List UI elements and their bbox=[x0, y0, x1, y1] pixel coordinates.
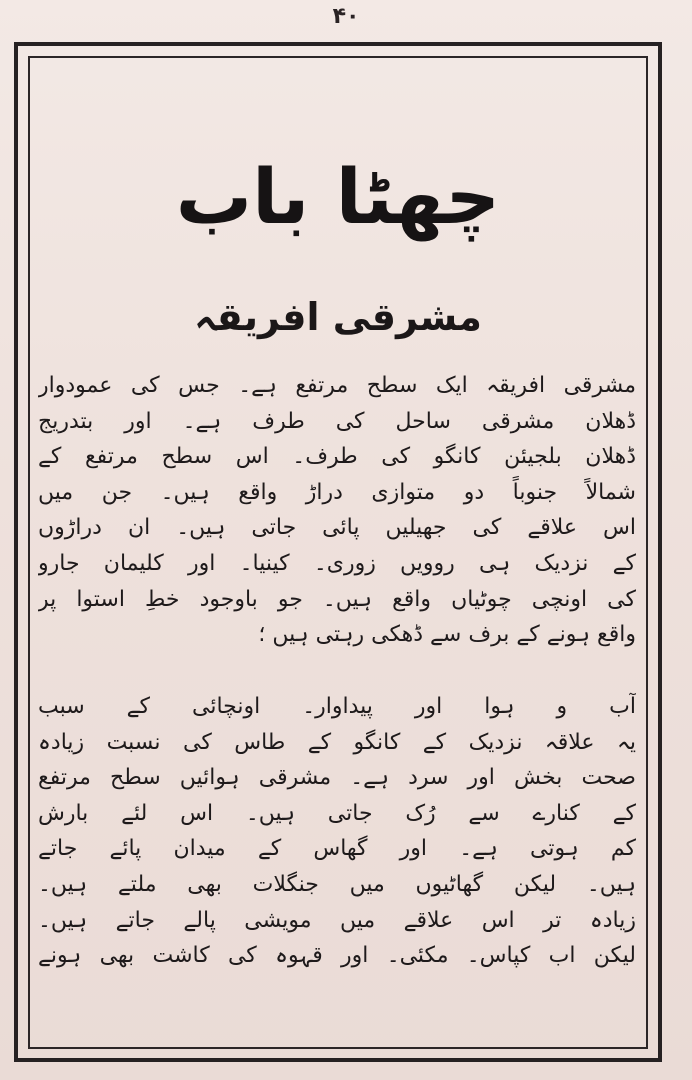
chapter-title: چھٹا باب bbox=[175, 152, 501, 241]
page-content bbox=[34, 62, 642, 1044]
text-line: کے نزدیک ہی روویں زوری۔ کینیا۔ اور کلیمان جارو bbox=[38, 550, 636, 576]
text-line: اس علاقے کی جھیلیں پائی جاتی ہیں۔ ان دراڑوں bbox=[38, 515, 636, 541]
page-number: ۴۰ bbox=[332, 4, 360, 29]
text-line: کی اونچی چوٹیاں واقع ہیں۔ جو باوجود خطِ استوا پر bbox=[38, 586, 636, 612]
text-line: یہ علاقہ نزدیک کے کانگو کے طاس کی نسبت زیادہ bbox=[38, 729, 636, 755]
text-line: کم ہوتی ہے۔ اور گھاس کے میدان پائے جاتے bbox=[38, 836, 636, 862]
text-line: مشرقی افریقہ ایک سطح مرتفع ہے۔ جس کی عمودوار bbox=[38, 373, 636, 398]
text-line: کے کنارے سے رُک جاتی ہیں۔ اس لئے بارش bbox=[38, 800, 636, 826]
text-line: ہیں۔ لیکن گھاٹیوں میں جنگلات بھی ملتے ہیں۔ bbox=[38, 871, 636, 897]
chapter-subtitle: مشرقی افریقہ bbox=[194, 295, 482, 339]
text-line: شمالاً جنوباً دو متوازی دراڑ واقع ہیں۔ جن میں bbox=[38, 479, 636, 505]
text-line: واقع ہونے کے برف سے ڈھکی رہتی ہیں ؛ bbox=[258, 622, 636, 648]
paragraph-2 bbox=[38, 689, 636, 974]
text-line: صحت بخش اور سرد ہے۔ مشرقی ہوائیں سطح مرتفع bbox=[38, 765, 636, 791]
text-line: ڈھلان بلجیئن کانگو کی طرف۔ اس سطح مرتفع کے bbox=[38, 444, 636, 470]
text-line: آب و ہوا اور پیداوار۔ اونچائی کے سبب bbox=[38, 694, 636, 719]
text-line: لیکن اب کپاس۔ مکئی۔ اور قہوہ کی کاشت بھی ہونے bbox=[38, 943, 636, 969]
text-line: زیادہ تر اس علاقے میں مویشی پالے جاتے ہیں۔ bbox=[38, 907, 636, 933]
text-line: ڈھلان مشرقی ساحل کی طرف ہے۔ اور بتدریج bbox=[38, 408, 636, 434]
paragraph-1 bbox=[38, 368, 636, 653]
